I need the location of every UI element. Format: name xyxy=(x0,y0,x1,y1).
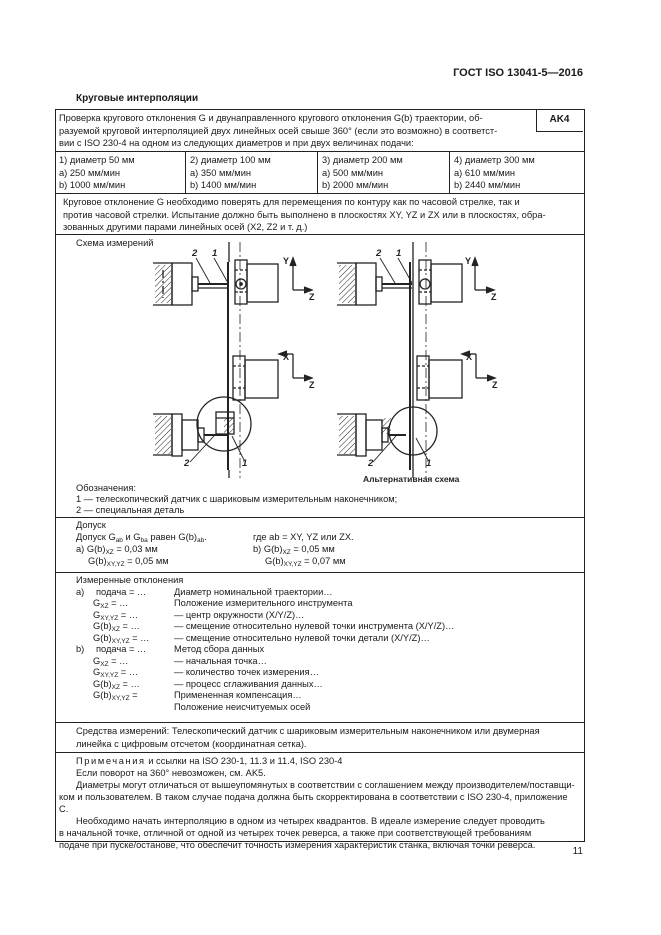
divider xyxy=(55,722,584,723)
document-header: ГОСТ ISO 13041-5—2016 xyxy=(453,67,583,79)
feed-a: a) 250 мм/мин xyxy=(59,167,121,178)
notes-line: и ссылки на ISO 230-1, 11.3 и 11.4, ISO 230-4 xyxy=(145,756,343,766)
description-line: разуемой круговой интерполяцией двух линейных осей свыше 360° (если это возможно) в соответст- xyxy=(59,125,498,136)
feed-a: a) 500 мм/мин xyxy=(322,167,384,178)
instruments-line: линейка с цифровым отсчетом (координатная сетка). xyxy=(76,738,307,749)
requirement-line: зованных другими парами линейных осей (X2, Z2 и т. д.) xyxy=(63,222,308,232)
axis-y: Y xyxy=(283,256,290,266)
axis-z: Z xyxy=(309,292,315,302)
scheme-title: Схема измерений xyxy=(76,238,154,248)
tolerance-statement: Допуск $G_{ab}$ и $G_{ba}$ равен $G(b)_{ab}$. xyxy=(76,531,207,544)
tolerance-block xyxy=(76,520,576,572)
section-title: Круговые интерполяции xyxy=(76,93,199,104)
legend-title: Обозначения: xyxy=(76,483,136,493)
measured-item: — количество точек измерения… xyxy=(174,667,319,677)
label-1: 1 xyxy=(396,248,402,259)
description-line: Проверка кругового отклонения G и двунаправленного кругового отклонения G(b) траектории, об- xyxy=(59,113,483,123)
notes-line: в начальной точке, отличной от одной из четырех точек реверса, а также при соответствующей требованиям xyxy=(59,828,532,838)
tolerance-planes: где ab = XY, YZ или ZX. xyxy=(253,531,354,542)
notes-line: ком и пользователем. В таком случае подача должна быть скорректирована в соответствии с ISO 230-4, приложение C. xyxy=(59,792,568,814)
axis-x: X xyxy=(283,352,290,362)
label-2: 2 xyxy=(192,248,198,259)
notes-line: Диаметры могут отличаться от вышеупомянутых в соответствии с соглашением между производителем/поставщи- xyxy=(76,780,575,790)
legend xyxy=(76,483,397,516)
measured-item: — смещение относительно нулевой точки инструмента (X/Y/Z)… xyxy=(174,621,455,631)
measured-item: — смещение относительно нулевой точки детали (X/Y/Z)… xyxy=(174,632,430,643)
label-2: 2 xyxy=(368,458,374,469)
measured-item: — процесс сглаживания данных… xyxy=(174,678,323,689)
label-2: 2 xyxy=(376,248,382,259)
measured-item: Метод сбора данных xyxy=(174,644,265,654)
measured-item: Положение измерительного инструмента xyxy=(174,598,353,608)
tolerance-a-xz: a) $G(b)_{XZ} = 0,03$ мм xyxy=(76,543,158,556)
notes xyxy=(59,755,579,851)
alternative-scheme-caption: Альтернативная схема xyxy=(363,474,460,484)
test-code: AK4 xyxy=(549,114,570,125)
tolerance-b-xyyz: $G(b)_{XY,YZ} = 0,07$ мм xyxy=(265,555,346,568)
page-number: 11 xyxy=(572,846,583,857)
axis-z: Z xyxy=(491,292,497,302)
measured-block xyxy=(76,575,576,712)
feed-b: b) 2440 мм/мин xyxy=(454,180,521,191)
diameter-label: 2) диаметр 100 мм xyxy=(190,155,271,165)
tolerance-b-xz: b) $G(b)_{XZ} = 0,05$ мм xyxy=(253,543,335,556)
divider xyxy=(55,752,584,753)
instruments-text xyxy=(59,725,579,750)
measured-item: — центр окружности (X/Y/Z)… xyxy=(174,609,305,620)
feed-b: b) 1400 мм/мин xyxy=(190,180,257,191)
feed-a: a) 350 мм/мин xyxy=(190,167,252,178)
axis-y: Y xyxy=(465,256,472,266)
divider xyxy=(55,572,584,573)
feed-a: a) 610 мм/мин xyxy=(454,167,516,178)
label-2: 2 xyxy=(184,458,190,469)
measured-item: — начальная точка… xyxy=(174,655,267,666)
feed-b: b) 2000 мм/мин xyxy=(322,180,389,191)
diameter-label: 1) диаметр 50 мм xyxy=(59,155,135,165)
measured-right-values xyxy=(174,587,454,714)
label-1: 1 xyxy=(242,458,248,469)
tolerance-a-xyyz: $G(b)_{XY,YZ} = 0,05$ мм xyxy=(88,555,169,568)
requirement-line: Круговое отклонение G необходимо поверять для перемещения по контуру как по часовой стрелке, так и xyxy=(63,197,520,207)
notes-line: Если поворот на 360° невозможен, см. AK5. xyxy=(76,768,266,778)
label-1: 1 xyxy=(212,248,218,259)
measured-title: Измеренные отклонения xyxy=(76,575,184,585)
legend-item: 2 — специальная деталь xyxy=(76,505,185,515)
legend-item: 1 — телескопический датчик с шариковым измерительным наконечником; xyxy=(76,494,398,504)
axis-z: Z xyxy=(309,380,315,390)
axis-z: Z xyxy=(492,380,498,390)
notes-line: Необходимо начать интерполяцию в одном из четырех квадрантов. В идеале измерение следует проводить xyxy=(76,816,545,826)
axis-x: X xyxy=(466,352,473,362)
description-line: вии с ISO 230-4 на одном из следующих диаметров и при двух величинах подачи: xyxy=(59,138,414,148)
requirement-line: против часовой стрелки. Испытание должно быть выполнено в плоскостях XY, YZ и ZX или в плоскостях, обра- xyxy=(63,209,546,220)
divider xyxy=(55,517,584,518)
tolerance-title: Допуск xyxy=(76,520,106,530)
label-1: 1 xyxy=(426,458,432,469)
measured-item: Примененная компенсация… xyxy=(174,690,302,700)
feed-b: b) 1000 мм/мин xyxy=(59,180,126,191)
notes-line: подаче при пуске/останове, что обеспечит точность измерения характеристик станка, включая точки реверса. xyxy=(59,840,536,850)
instruments-line: Средства измерений: Телескопический датчик с шариковым измерительным наконечником или двумерная xyxy=(76,726,540,736)
notes-label: Примечания xyxy=(76,756,146,766)
measured-left-labels: a) подача = … $G_{XZ}$ = … $G_{XY,YZ}$ = … $G(b)_{XZ}$ = … $G(b)_{XY,YZ}$ = … b) подача = … $G_{XZ}$ = … $G_{XY,YZ}$ = … $G(b)_{XZ}$ = … $G(b)_{XY,YZ}$ = xyxy=(76,586,150,702)
diameter-label: 4) диаметр 300 мм xyxy=(454,155,535,165)
measured-item: Положение неисчитуемых осей xyxy=(174,701,311,712)
measured-item: Диаметр номинальной траектории… xyxy=(174,586,333,597)
diameter-label: 3) диаметр 200 мм xyxy=(322,155,403,165)
